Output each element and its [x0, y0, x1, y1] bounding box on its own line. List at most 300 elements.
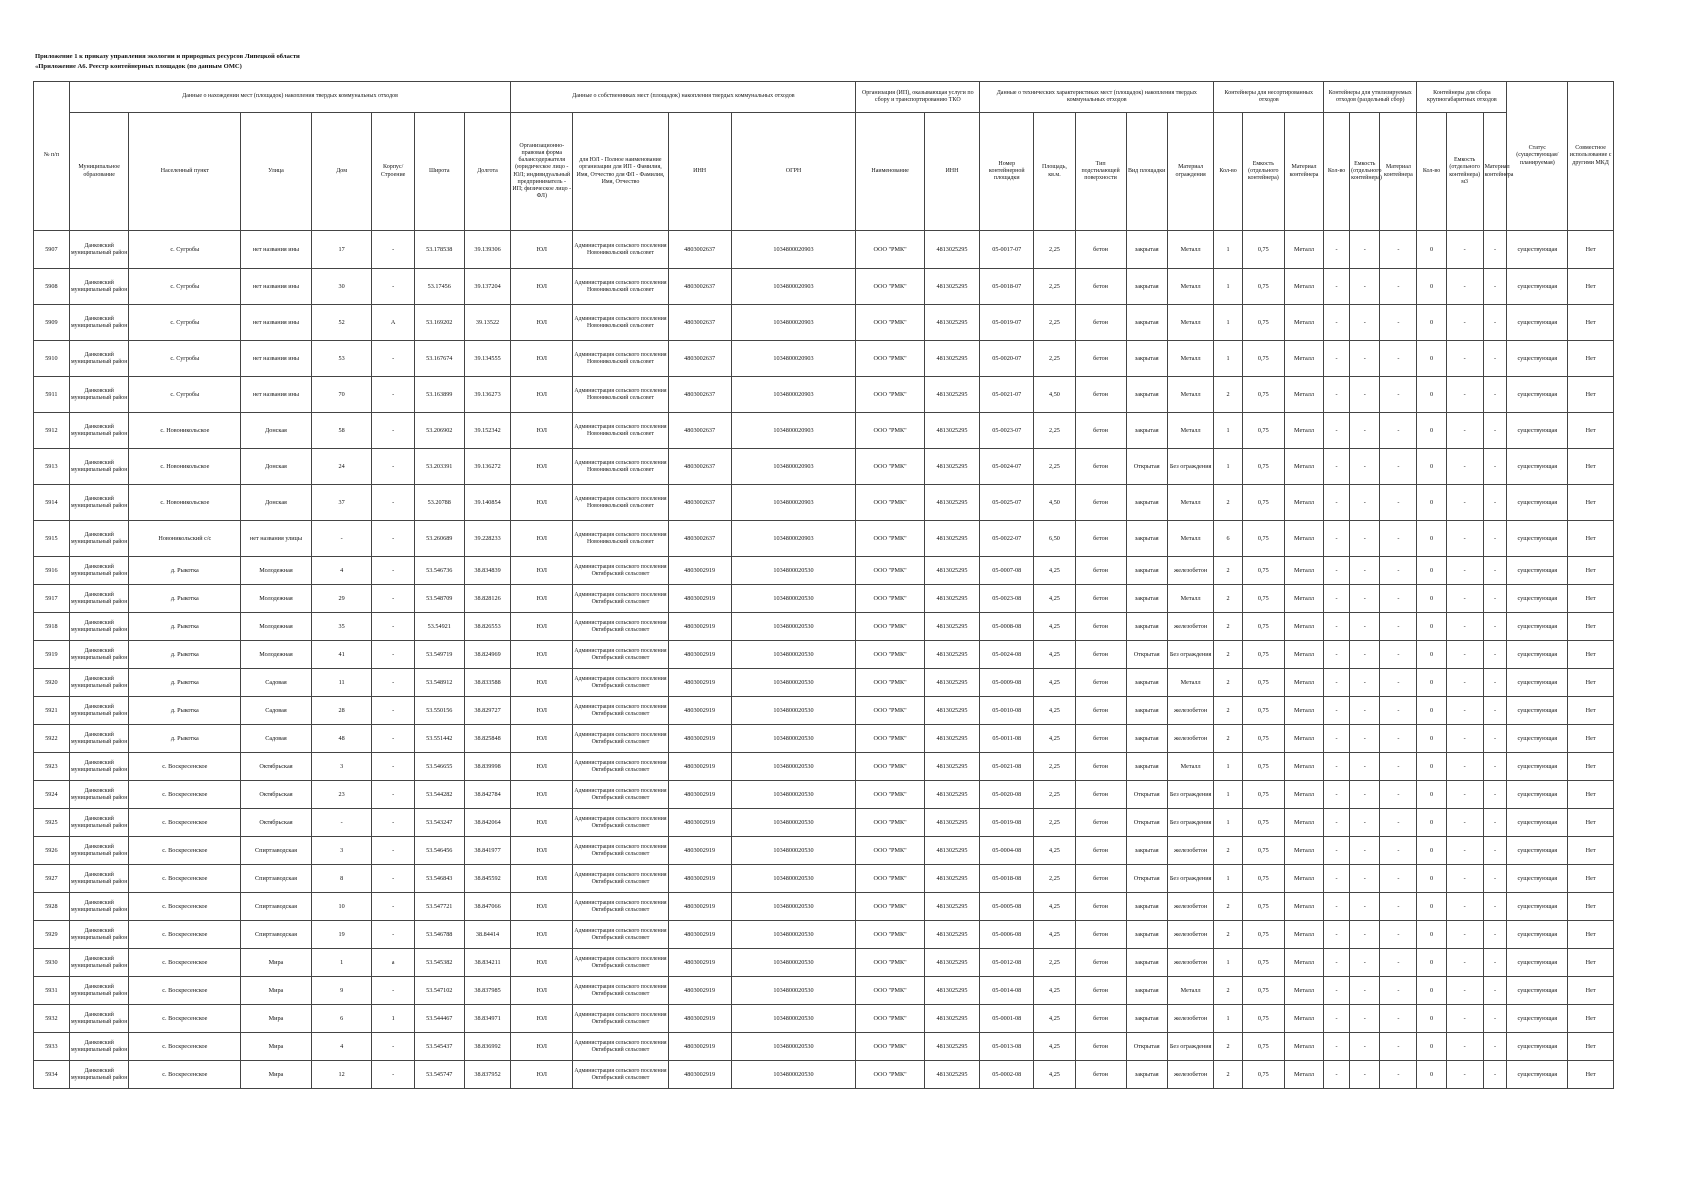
cell-recycle-capacity: -	[1350, 1033, 1380, 1061]
cell-unsorted-count: 1	[1214, 865, 1242, 893]
cell-site-number: 05-0019-07	[980, 305, 1034, 341]
cell-recycle-material: -	[1380, 837, 1417, 865]
cell-bulky-count: 0	[1417, 1061, 1446, 1089]
cell-bulky-capacity: -	[1446, 697, 1483, 725]
cell-building: -	[372, 1033, 414, 1061]
cell-longitude: 39.13522	[464, 305, 511, 341]
cell-legal-form: ЮЛ	[511, 485, 573, 521]
cell-settlement: д. Рыкотка	[129, 585, 241, 613]
cell-fence-material: Металл	[1167, 377, 1214, 413]
cell-settlement: с. Воскресенское	[129, 1033, 241, 1061]
cell-row-number: 5915	[34, 521, 70, 557]
cell-recycle-material: -	[1380, 669, 1417, 697]
cell-operator-name: ООО "РМК"	[856, 697, 924, 725]
cell-operator-inn: 4813025295	[924, 781, 979, 809]
cell-house: 48	[311, 725, 372, 753]
cell-surface: бетон	[1075, 231, 1126, 269]
cell-surface: бетон	[1075, 585, 1126, 613]
cell-building: 1	[372, 1005, 414, 1033]
cell-unsorted-count: 1	[1214, 1005, 1242, 1033]
cell-area: 4,25	[1034, 641, 1075, 669]
cell-unsorted-count: 1	[1214, 231, 1242, 269]
cell-operator-name: ООО "РМК"	[856, 485, 924, 521]
cell-building: -	[372, 781, 414, 809]
cell-bulky-count: 0	[1417, 669, 1446, 697]
cell-bulky-count: 0	[1417, 585, 1446, 613]
cell-unsorted-count: 2	[1214, 669, 1242, 697]
cell-shared-use: Нет	[1568, 893, 1614, 921]
cell-street: Октябрьская	[241, 781, 312, 809]
cell-shared-use: Нет	[1568, 613, 1614, 641]
cell-unsorted-count: 1	[1214, 949, 1242, 977]
cell-bulky-count: 0	[1417, 1005, 1446, 1033]
cell-building: а	[372, 949, 414, 977]
cell-building: -	[372, 521, 414, 557]
cell-site-type: закрытая	[1126, 231, 1167, 269]
cell-unsorted-material: Металл	[1284, 521, 1323, 557]
cell-municipality: Данковский муниципальный район	[69, 837, 129, 865]
cell-surface: бетон	[1075, 1061, 1126, 1089]
cell-bulky-capacity: -	[1446, 231, 1483, 269]
cell-operator-name: ООО "РМК"	[856, 269, 924, 305]
cell-area: 2,25	[1034, 781, 1075, 809]
cell-status: существующая	[1507, 837, 1568, 865]
cell-area: 6,50	[1034, 521, 1075, 557]
cell-site-number: 05-0009-08	[980, 669, 1034, 697]
cell-unsorted-count: 1	[1214, 413, 1242, 449]
cell-longitude: 38.845592	[464, 865, 511, 893]
cell-site-type: закрытая	[1126, 305, 1167, 341]
cell-site-number: 05-0020-08	[980, 781, 1034, 809]
cell-owner-name: Администрация сельского поселения Новоникольский сельсовет	[573, 449, 668, 485]
cell-recycle-count: -	[1324, 231, 1350, 269]
cell-operator-inn: 4813025295	[924, 1061, 979, 1089]
cell-fence-material: железобетон	[1167, 557, 1214, 585]
col-unsorted-material: Материал контейнера	[1284, 113, 1323, 231]
cell-site-number: 05-0012-08	[980, 949, 1034, 977]
cell-building: -	[372, 893, 414, 921]
cell-site-number: 05-0006-08	[980, 921, 1034, 949]
cell-bulky-count: 0	[1417, 977, 1446, 1005]
cell-site-type: закрытая	[1126, 949, 1167, 977]
cell-recycle-count: -	[1324, 725, 1350, 753]
cell-legal-form: ЮЛ	[511, 977, 573, 1005]
cell-bulky-capacity: -	[1446, 1005, 1483, 1033]
cell-owner-name: Администрация сельского поселения Октябрьский сельсовет	[573, 1033, 668, 1061]
cell-fence-material: Металл	[1167, 231, 1214, 269]
col-bulky-capacity: Емкость (отдельного контейнера) м3	[1446, 113, 1483, 231]
cell-settlement: с. Сугробы	[129, 377, 241, 413]
cell-settlement: д. Рыкотка	[129, 697, 241, 725]
cell-latitude: 53.549719	[414, 641, 464, 669]
cell-longitude: 39.137204	[464, 269, 511, 305]
table-row	[34, 1033, 1614, 1061]
cell-settlement: с. Новоникольское	[129, 449, 241, 485]
cell-site-number: 05-0020-07	[980, 341, 1034, 377]
cell-ogrn: 1034800020530	[731, 725, 856, 753]
cell-operator-name: ООО "РМК"	[856, 305, 924, 341]
cell-owner-name: Администрация сельского поселения Новоникольский сельсовет	[573, 377, 668, 413]
cell-operator-name: ООО "РМК"	[856, 781, 924, 809]
cell-operator-name: ООО "РМК"	[856, 521, 924, 557]
cell-row-number: 5908	[34, 269, 70, 305]
cell-owner-inn: 4803002919	[668, 725, 731, 753]
cell-recycle-count: -	[1324, 1061, 1350, 1089]
cell-street: Молодежная	[241, 557, 312, 585]
cell-latitude: 53.546843	[414, 865, 464, 893]
cell-area: 4,50	[1034, 485, 1075, 521]
cell-owner-name: Администрация сельского поселения Октябрьский сельсовет	[573, 725, 668, 753]
cell-house: 17	[311, 231, 372, 269]
cell-street: Спиртзаводская	[241, 893, 312, 921]
cell-row-number: 5929	[34, 921, 70, 949]
cell-bulky-material: -	[1483, 865, 1507, 893]
cell-municipality: Данковский муниципальный район	[69, 521, 129, 557]
cell-fence-material: Металл	[1167, 521, 1214, 557]
cell-surface: бетон	[1075, 641, 1126, 669]
cell-fence-material: Металл	[1167, 977, 1214, 1005]
col-municipality: Муниципальное образование	[69, 113, 129, 231]
container-sites-registry-table	[33, 81, 1614, 1089]
cell-surface: бетон	[1075, 697, 1126, 725]
cell-ogrn: 1034800020903	[731, 413, 856, 449]
cell-site-number: 05-0024-08	[980, 641, 1034, 669]
cell-settlement: д. Рыкотка	[129, 557, 241, 585]
cell-status: существующая	[1507, 865, 1568, 893]
cell-surface: бетон	[1075, 521, 1126, 557]
cell-settlement: с. Воскресенское	[129, 837, 241, 865]
table-row	[34, 557, 1614, 585]
cell-unsorted-capacity: 0,75	[1242, 697, 1284, 725]
cell-recycle-count: -	[1324, 1033, 1350, 1061]
cell-house: 8	[311, 865, 372, 893]
cell-bulky-material: -	[1483, 341, 1507, 377]
cell-operator-inn: 4813025295	[924, 305, 979, 341]
cell-row-number: 5925	[34, 809, 70, 837]
cell-recycle-material: -	[1380, 377, 1417, 413]
cell-operator-name: ООО "РМК"	[856, 893, 924, 921]
table-row	[34, 781, 1614, 809]
cell-owner-inn: 4803002919	[668, 781, 731, 809]
cell-owner-inn: 4803002919	[668, 557, 731, 585]
cell-unsorted-material: Металл	[1284, 753, 1323, 781]
cell-bulky-count: 0	[1417, 521, 1446, 557]
cell-fence-material: Без ограждения	[1167, 449, 1214, 485]
cell-owner-inn: 4803002919	[668, 641, 731, 669]
cell-row-number: 5932	[34, 1005, 70, 1033]
cell-longitude: 39.136273	[464, 377, 511, 413]
cell-building: -	[372, 977, 414, 1005]
cell-owner-name: Администрация сельского поселения Новоникольский сельсовет	[573, 305, 668, 341]
cell-surface: бетон	[1075, 613, 1126, 641]
cell-legal-form: ЮЛ	[511, 893, 573, 921]
cell-fence-material: Без ограждения	[1167, 1033, 1214, 1061]
cell-unsorted-capacity: 0,75	[1242, 521, 1284, 557]
cell-operator-inn: 4813025295	[924, 697, 979, 725]
cell-longitude: 39.152342	[464, 413, 511, 449]
cell-latitude: 53.546655	[414, 753, 464, 781]
cell-unsorted-capacity: 0,75	[1242, 669, 1284, 697]
cell-unsorted-capacity: 0,75	[1242, 585, 1284, 613]
cell-operator-inn: 4813025295	[924, 865, 979, 893]
cell-house: 35	[311, 613, 372, 641]
cell-owner-inn: 4803002919	[668, 613, 731, 641]
cell-owner-inn: 4803002919	[668, 893, 731, 921]
cell-longitude: 38.826553	[464, 613, 511, 641]
col-recycle-count: Кол-во	[1324, 113, 1350, 231]
cell-building: -	[372, 865, 414, 893]
cell-area: 4,25	[1034, 1061, 1075, 1089]
cell-bulky-capacity: -	[1446, 377, 1483, 413]
cell-site-type: закрытая	[1126, 485, 1167, 521]
cell-recycle-capacity: -	[1350, 413, 1380, 449]
cell-street: Садовая	[241, 697, 312, 725]
cell-latitude: 53.167674	[414, 341, 464, 377]
cell-operator-inn: 4813025295	[924, 341, 979, 377]
cell-longitude: 39.136272	[464, 449, 511, 485]
cell-shared-use: Нет	[1568, 753, 1614, 781]
cell-site-type: Открытая	[1126, 449, 1167, 485]
table-row	[34, 231, 1614, 269]
cell-site-type: закрытая	[1126, 413, 1167, 449]
cell-latitude: 53.20788	[414, 485, 464, 521]
cell-shared-use: Нет	[1568, 977, 1614, 1005]
cell-recycle-capacity: -	[1350, 521, 1380, 557]
cell-bulky-material: -	[1483, 557, 1507, 585]
cell-surface: бетон	[1075, 725, 1126, 753]
cell-ogrn: 1034800020530	[731, 557, 856, 585]
cell-recycle-count: -	[1324, 837, 1350, 865]
table-row	[34, 641, 1614, 669]
cell-unsorted-material: Металл	[1284, 725, 1323, 753]
cell-owner-name: Администрация сельского поселения Октябрьский сельсовет	[573, 641, 668, 669]
cell-legal-form: ЮЛ	[511, 641, 573, 669]
cell-owner-inn: 4803002919	[668, 837, 731, 865]
cell-municipality: Данковский муниципальный район	[69, 613, 129, 641]
cell-bulky-capacity: -	[1446, 305, 1483, 341]
cell-municipality: Данковский муниципальный район	[69, 231, 129, 269]
cell-municipality: Данковский муниципальный район	[69, 725, 129, 753]
cell-fence-material: Металл	[1167, 585, 1214, 613]
cell-recycle-capacity: -	[1350, 865, 1380, 893]
cell-fence-material: железобетон	[1167, 837, 1214, 865]
cell-bulky-count: 0	[1417, 725, 1446, 753]
cell-house: 9	[311, 977, 372, 1005]
cell-area: 2,25	[1034, 949, 1075, 977]
cell-site-type: закрытая	[1126, 725, 1167, 753]
cell-bulky-material: -	[1483, 837, 1507, 865]
cell-latitude: 53.545747	[414, 1061, 464, 1089]
cell-municipality: Данковский муниципальный район	[69, 341, 129, 377]
table-row	[34, 413, 1614, 449]
cell-recycle-capacity: -	[1350, 231, 1380, 269]
cell-bulky-count: 0	[1417, 613, 1446, 641]
cell-settlement: с. Воскресенское	[129, 893, 241, 921]
cell-longitude: 38.825848	[464, 725, 511, 753]
table-row	[34, 809, 1614, 837]
cell-settlement: с. Воскресенское	[129, 1061, 241, 1089]
cell-shared-use: Нет	[1568, 669, 1614, 697]
table-row	[34, 697, 1614, 725]
cell-legal-form: ЮЛ	[511, 557, 573, 585]
cell-building: -	[372, 377, 414, 413]
cell-site-type: закрытая	[1126, 269, 1167, 305]
cell-building: -	[372, 413, 414, 449]
cell-latitude: 53.546788	[414, 921, 464, 949]
cell-operator-inn: 4813025295	[924, 977, 979, 1005]
cell-bulky-count: 0	[1417, 413, 1446, 449]
cell-house: 37	[311, 485, 372, 521]
cell-owner-name: Администрация сельского поселения Октябрьский сельсовет	[573, 613, 668, 641]
cell-longitude: 39.140854	[464, 485, 511, 521]
cell-surface: бетон	[1075, 341, 1126, 377]
cell-status: существующая	[1507, 753, 1568, 781]
cell-house: 24	[311, 449, 372, 485]
cell-site-type: Открытая	[1126, 1033, 1167, 1061]
cell-operator-inn: 4813025295	[924, 231, 979, 269]
cell-owner-name: Администрация сельского поселения Октябрьский сельсовет	[573, 865, 668, 893]
cell-municipality: Данковский муниципальный район	[69, 697, 129, 725]
cell-ogrn: 1034800020903	[731, 449, 856, 485]
cell-unsorted-count: 2	[1214, 697, 1242, 725]
cell-bulky-capacity: -	[1446, 585, 1483, 613]
table-row	[34, 837, 1614, 865]
cell-surface: бетон	[1075, 837, 1126, 865]
cell-ogrn: 1034800020903	[731, 341, 856, 377]
cell-unsorted-material: Металл	[1284, 837, 1323, 865]
cell-owner-inn: 4803002637	[668, 521, 731, 557]
cell-row-number: 5912	[34, 413, 70, 449]
cell-recycle-capacity: -	[1350, 669, 1380, 697]
cell-unsorted-count: 1	[1214, 781, 1242, 809]
cell-longitude: 38.841977	[464, 837, 511, 865]
cell-status: существующая	[1507, 809, 1568, 837]
cell-unsorted-material: Металл	[1284, 697, 1323, 725]
cell-fence-material: Металл	[1167, 341, 1214, 377]
cell-owner-name: Администрация сельского поселения Октябрьский сельсовет	[573, 669, 668, 697]
cell-settlement: д. Рыкотка	[129, 613, 241, 641]
cell-recycle-material: -	[1380, 977, 1417, 1005]
cell-municipality: Данковский муниципальный район	[69, 865, 129, 893]
cell-surface: бетон	[1075, 557, 1126, 585]
cell-operator-inn: 4813025295	[924, 669, 979, 697]
cell-operator-inn: 4813025295	[924, 725, 979, 753]
cell-fence-material: железобетон	[1167, 921, 1214, 949]
cell-settlement: с. Новоникольское	[129, 485, 241, 521]
cell-area: 4,25	[1034, 697, 1075, 725]
group-header-operator: Организация (ИП), оказывающая услуги по сбору и транспортированию ТКО	[856, 82, 980, 113]
group-header-recycle: Контейнеры для утилизируемых отходов (раздельный сбор)	[1324, 82, 1417, 113]
cell-longitude: 38.828126	[464, 585, 511, 613]
cell-unsorted-material: Металл	[1284, 449, 1323, 485]
group-header-owners: Данные о собственниках мест (площадок) накопления твердых коммунальных отходов	[511, 82, 856, 113]
cell-building: -	[372, 231, 414, 269]
table-row	[34, 485, 1614, 521]
cell-recycle-capacity: -	[1350, 557, 1380, 585]
cell-operator-name: ООО "РМК"	[856, 449, 924, 485]
cell-area: 4,25	[1034, 977, 1075, 1005]
cell-owner-inn: 4803002637	[668, 341, 731, 377]
cell-longitude: 38.847066	[464, 893, 511, 921]
col-legal-form: Организационно-правовая форма балансодержателя (юридическое лицо - ЮЛ; индивидуальный предприниматель - ИП; физическое лицо - ФЛ)	[511, 113, 573, 231]
cell-building: А	[372, 305, 414, 341]
cell-bulky-material: -	[1483, 697, 1507, 725]
cell-fence-material: Без ограждения	[1167, 781, 1214, 809]
cell-shared-use: Нет	[1568, 269, 1614, 305]
cell-ogrn: 1034800020530	[731, 893, 856, 921]
cell-owner-inn: 4803002637	[668, 485, 731, 521]
cell-unsorted-material: Металл	[1284, 269, 1323, 305]
cell-fence-material: Металл	[1167, 669, 1214, 697]
cell-longitude: 38.842784	[464, 781, 511, 809]
cell-building: -	[372, 809, 414, 837]
cell-street: Донская	[241, 413, 312, 449]
table-row	[34, 449, 1614, 485]
cell-unsorted-capacity: 0,75	[1242, 1061, 1284, 1089]
table-row	[34, 921, 1614, 949]
cell-settlement: с. Воскресенское	[129, 921, 241, 949]
cell-site-type: Открытая	[1126, 865, 1167, 893]
table-row	[34, 1005, 1614, 1033]
cell-unsorted-count: 1	[1214, 269, 1242, 305]
cell-ogrn: 1034800020530	[731, 949, 856, 977]
cell-recycle-count: -	[1324, 1005, 1350, 1033]
cell-street: Садовая	[241, 725, 312, 753]
cell-owner-inn: 4803002637	[668, 305, 731, 341]
cell-recycle-count: -	[1324, 613, 1350, 641]
cell-operator-inn: 4813025295	[924, 949, 979, 977]
cell-recycle-count: -	[1324, 781, 1350, 809]
cell-ogrn: 1034800020903	[731, 485, 856, 521]
cell-recycle-capacity: -	[1350, 613, 1380, 641]
cell-unsorted-material: Металл	[1284, 613, 1323, 641]
cell-building: -	[372, 921, 414, 949]
cell-settlement: с. Сугробы	[129, 269, 241, 305]
cell-legal-form: ЮЛ	[511, 1033, 573, 1061]
cell-bulky-capacity: -	[1446, 613, 1483, 641]
cell-house: 30	[311, 269, 372, 305]
cell-bulky-material: -	[1483, 1033, 1507, 1061]
cell-legal-form: ЮЛ	[511, 837, 573, 865]
cell-status: существующая	[1507, 413, 1568, 449]
cell-unsorted-count: 1	[1214, 449, 1242, 485]
cell-ogrn: 1034800020903	[731, 269, 856, 305]
cell-bulky-material: -	[1483, 585, 1507, 613]
cell-bulky-material: -	[1483, 613, 1507, 641]
col-recycle-capacity: Емкость (отдельного контейнера)	[1350, 113, 1380, 231]
cell-unsorted-capacity: 0,75	[1242, 977, 1284, 1005]
table-row	[34, 669, 1614, 697]
cell-unsorted-material: Металл	[1284, 977, 1323, 1005]
cell-bulky-material: -	[1483, 449, 1507, 485]
cell-unsorted-material: Металл	[1284, 341, 1323, 377]
cell-unsorted-material: Металл	[1284, 893, 1323, 921]
cell-legal-form: ЮЛ	[511, 585, 573, 613]
cell-street: нет названия ины	[241, 231, 312, 269]
cell-bulky-capacity: -	[1446, 837, 1483, 865]
cell-unsorted-capacity: 0,75	[1242, 641, 1284, 669]
cell-legal-form: ЮЛ	[511, 781, 573, 809]
cell-longitude: 38.834211	[464, 949, 511, 977]
cell-municipality: Данковский муниципальный район	[69, 921, 129, 949]
cell-row-number: 5923	[34, 753, 70, 781]
cell-shared-use: Нет	[1568, 725, 1614, 753]
cell-municipality: Данковский муниципальный район	[69, 641, 129, 669]
cell-site-type: закрытая	[1126, 1061, 1167, 1089]
cell-site-number: 05-0018-07	[980, 269, 1034, 305]
cell-legal-form: ЮЛ	[511, 413, 573, 449]
cell-legal-form: ЮЛ	[511, 697, 573, 725]
